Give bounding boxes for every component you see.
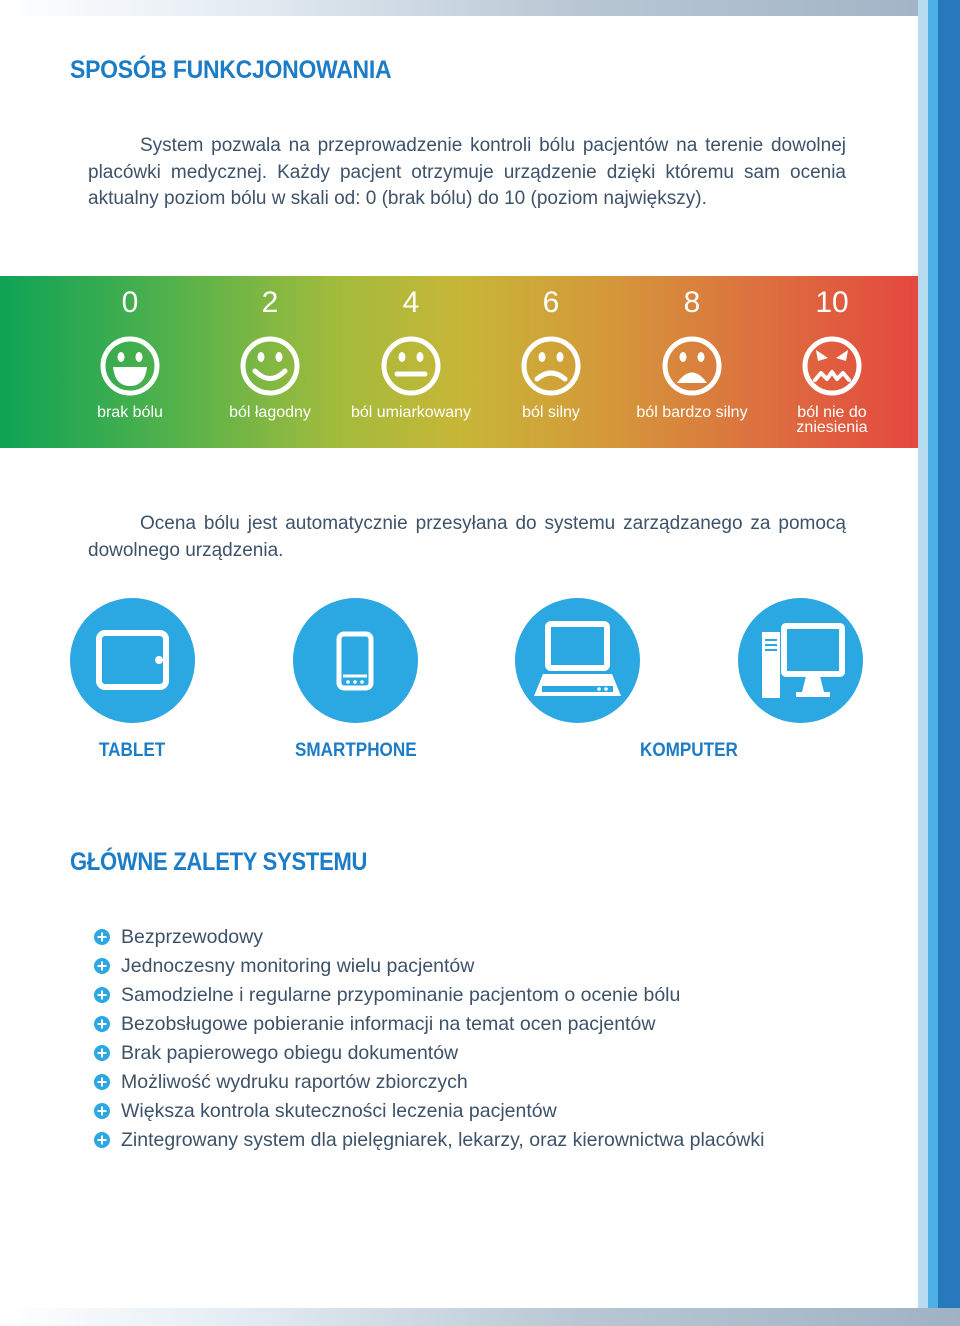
plus-circle-icon <box>94 958 110 974</box>
benefit-text: Bezprzewodowy <box>121 926 263 948</box>
pain-level-number: 4 <box>402 286 420 319</box>
pain-level-label: ból silny <box>522 404 580 421</box>
pain-level-number: 6 <box>542 286 560 319</box>
benefit-text: Zintegrowany system dla pielęgniarek, lekarzy, oraz kierownictwa placówki <box>121 1129 765 1151</box>
neutral-face-icon <box>379 334 443 398</box>
benefit-text: Większa kontrola skuteczności leczenia pacjentów <box>121 1100 557 1122</box>
device-label-tablet: TABLET <box>99 740 166 761</box>
smartphone-icon <box>293 598 418 723</box>
bottom-decorative-strip <box>0 1308 960 1326</box>
frown-face-icon <box>519 334 583 398</box>
plus-circle-icon <box>94 1016 110 1032</box>
pain-level-number: 8 <box>683 286 701 319</box>
benefit-text: Bezobsługowe pobieranie informacji na temat ocen pacjentów <box>121 1013 656 1035</box>
plus-circle-icon <box>94 987 110 1003</box>
pain-level-number: 0 <box>121 286 139 319</box>
benefit-text: Jednoczesny monitoring wielu pacjentów <box>121 955 475 977</box>
pain-level-number: 10 <box>815 286 849 319</box>
pain-level-4 <box>341 276 481 448</box>
sad-open-mouth-face-icon <box>660 334 724 398</box>
top-decorative-strip <box>0 0 960 16</box>
plus-circle-icon <box>94 1045 110 1061</box>
benefit-text: Brak papierowego obiegu dokumentów <box>121 1042 459 1064</box>
desktop-circle <box>738 598 863 723</box>
pain-level-10 <box>762 276 902 448</box>
plus-circle-icon <box>94 1132 110 1148</box>
pain-level-8 <box>622 276 762 448</box>
side-stripe-dark <box>938 0 960 1326</box>
list-item <box>94 1127 764 1156</box>
pain-level-label: ból łagodny <box>229 404 311 421</box>
angry-face-icon <box>800 334 864 398</box>
big-smile-face-icon <box>98 334 162 398</box>
list-item <box>94 924 764 953</box>
desktop-computer-icon <box>738 598 863 723</box>
device-label-smartphone: SMARTPHONE <box>295 740 417 761</box>
list-item <box>94 953 764 982</box>
device-label-computer: KOMPUTER <box>640 740 738 761</box>
list-item <box>94 1098 764 1127</box>
pain-level-label: ból nie do zniesienia <box>796 404 868 436</box>
list-item <box>94 1011 764 1040</box>
section-title-functioning: SPOSÓB FUNKCJONOWANIA <box>70 56 392 84</box>
benefits-list <box>94 924 764 1156</box>
laptop-circle <box>515 598 640 723</box>
list-item <box>94 1040 764 1069</box>
laptop-icon <box>515 598 640 723</box>
tablet-circle <box>70 598 195 723</box>
transmission-paragraph: Ocena bólu jest automatycznie przesyłana do systemu zarządzanego za pomocą dowolnego urządzenia. <box>88 513 846 561</box>
pain-level-label: ból bardzo silny <box>636 404 748 421</box>
benefit-text: Możliwość wydruku raportów zbiorczych <box>121 1071 468 1093</box>
section-title-advantages: GŁÓWNE ZALETY SYSTEMU <box>70 848 368 876</box>
side-stripe-mid <box>928 0 938 1326</box>
list-item <box>94 982 764 1011</box>
smile-face-icon <box>238 334 302 398</box>
pain-level-2 <box>200 276 340 448</box>
benefit-text: Samodzielne i regularne przypominanie pacjentom o ocenie bólu <box>121 984 681 1006</box>
tablet-icon <box>70 598 195 723</box>
plus-circle-icon <box>94 1103 110 1119</box>
list-item <box>94 1069 764 1098</box>
smartphone-circle <box>293 598 418 723</box>
pain-scale-band <box>0 276 918 448</box>
plus-circle-icon <box>94 1074 110 1090</box>
pain-level-6 <box>481 276 621 448</box>
pain-level-number: 2 <box>261 286 279 319</box>
pain-level-label: brak bólu <box>97 404 163 421</box>
pain-level-label: ból umiarkowany <box>350 404 472 421</box>
side-stripe-light <box>918 0 928 1326</box>
pain-level-0 <box>60 276 200 448</box>
plus-circle-icon <box>94 929 110 945</box>
intro-paragraph: System pozwala na przeprowadzenie kontroli bólu pacjentów na terenie dowolnej placówki medycznej. Każdy pacjent otrzymuje urządzenie dzięki któremu sam ocenia aktualny poziom bólu w skali od: 0 (brak bólu) do 10 (poziom największy). <box>88 135 846 209</box>
